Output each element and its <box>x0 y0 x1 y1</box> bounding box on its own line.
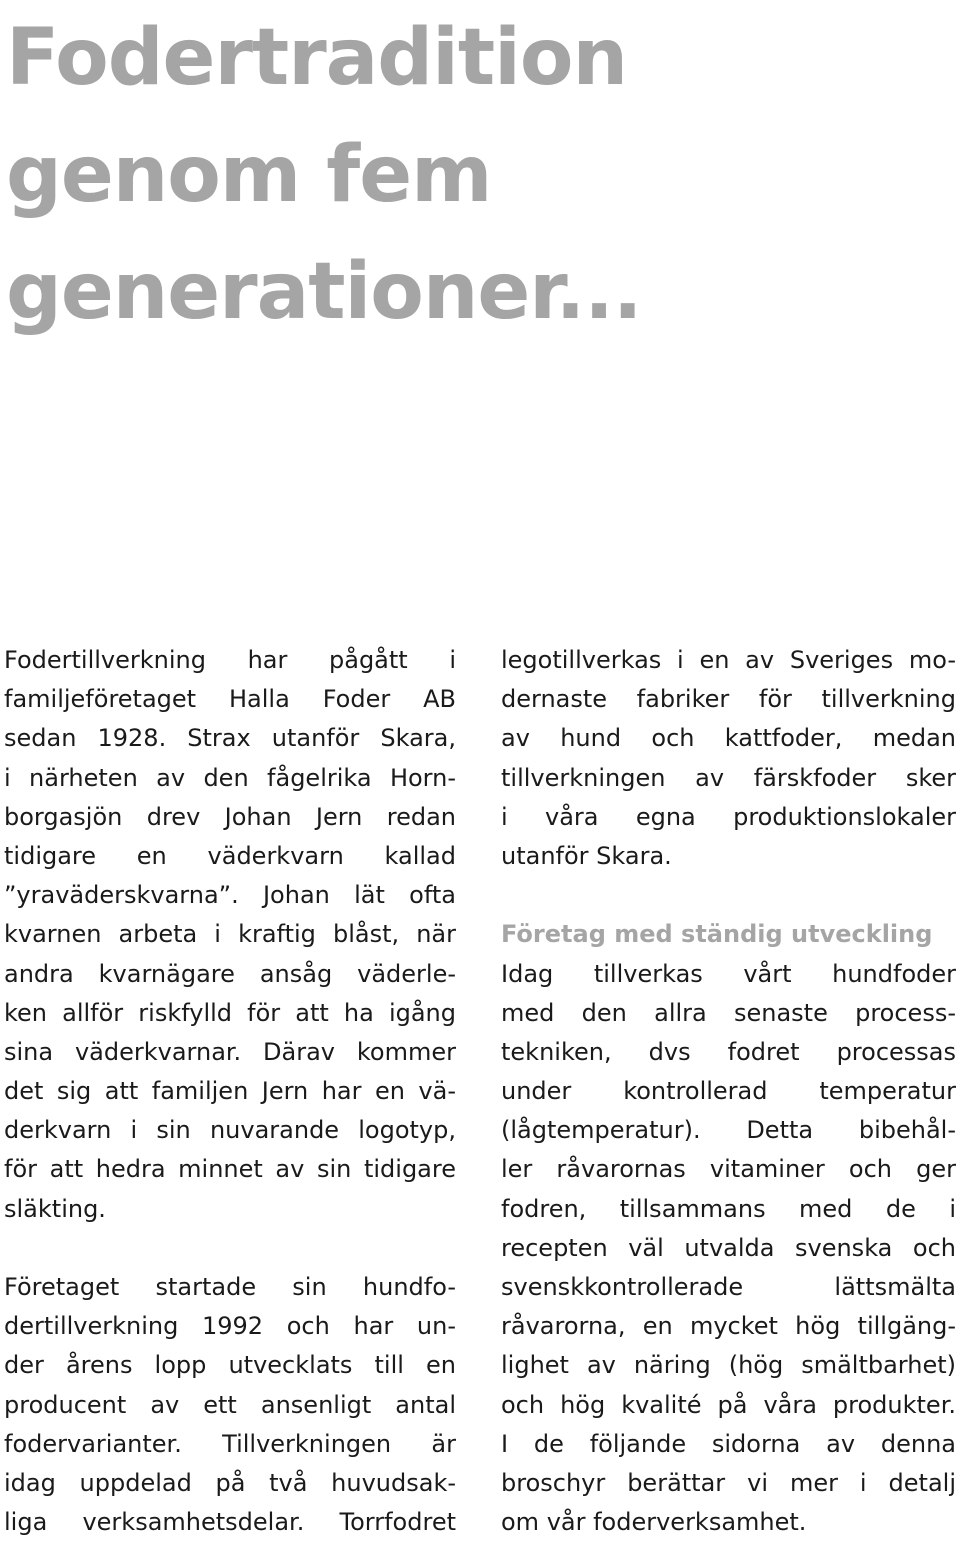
text-line: av hund och kattfoder, medan <box>501 724 956 753</box>
text-line: broschyr berättar vi mer i detalj <box>501 1468 956 1497</box>
title-line: genom fem <box>6 130 492 220</box>
text-line: och hög kvalité på våra produkter. <box>501 1390 956 1419</box>
text-line: tidigare en väderkvarn kallad <box>4 841 456 870</box>
production-paragraph <box>501 641 956 876</box>
paragraph-gap <box>501 876 956 915</box>
title-line: Fodertradition <box>6 13 628 103</box>
section-subheading: Företag med ständig utveckling <box>501 920 933 949</box>
text-line: fodren, tillsammans med de i <box>501 1194 956 1223</box>
text-line: der årens lopp utvecklats till en <box>4 1351 456 1380</box>
text-line: dernaste fabriker för tillverkning <box>501 685 956 714</box>
intro-paragraph <box>4 641 456 1229</box>
text-line: med den allra senaste process- <box>501 998 956 1027</box>
text-line: ken allför riskfylld för att ha igång <box>4 998 456 1027</box>
text-line: släkting. <box>4 1194 106 1223</box>
text-line: fodervarianter. Tillverkningen är <box>4 1429 456 1458</box>
text-line: Fodertillverkning har pågått i <box>4 646 456 674</box>
text-line: utanför Skara. <box>501 841 672 870</box>
title-line: generationer... <box>6 247 642 337</box>
text-line: recepten väl utvalda svenska och <box>501 1233 956 1262</box>
text-line: det sig att familjen Jern har en vä- <box>4 1077 456 1106</box>
text-line: (lågtemperatur). Detta bibehål- <box>501 1116 956 1145</box>
text-line: kvarnen arbeta i kraftig blåst, när <box>4 920 456 949</box>
text-line: familjeföretaget Halla Foder AB <box>4 685 456 714</box>
text-line: idag uppdelad på två huvudsak- <box>4 1468 456 1497</box>
paragraph-gap <box>4 1229 456 1268</box>
text-line: I de följande sidorna av denna <box>501 1429 956 1458</box>
text-line: andra kvarnägare ansåg väderle- <box>4 959 456 988</box>
text-line: Idag tillverkas vårt hundfoder <box>501 959 956 988</box>
right-column <box>501 641 956 1542</box>
text-line: för att hedra minnet av sin tidigare <box>4 1155 456 1184</box>
text-line: dertillverkning 1992 och har un- <box>4 1312 456 1341</box>
text-line: råvarorna, en mycket hög tillgäng- <box>501 1312 956 1341</box>
text-line: sedan 1928. Strax utanför Skara, <box>4 724 456 753</box>
text-line: ler råvarornas vitaminer och ger <box>501 1155 956 1184</box>
text-line: i närheten av den fågelrika Horn- <box>4 763 456 792</box>
text-line: ”yraväderskvarna”. Johan lät ofta <box>4 881 456 910</box>
text-line: legotillverkas i en av Sveriges mo- <box>501 646 956 674</box>
text-line: derkvarn i sin nuvarande logotyp, <box>4 1116 456 1145</box>
text-line: lighet av näring (hög smältbarhet) <box>501 1351 956 1380</box>
text-line: om vår foderverksamhet. <box>501 1508 807 1537</box>
text-line: borgasjön drev Johan Jern redan <box>4 802 456 831</box>
history-paragraph <box>4 1268 456 1542</box>
text-line: Företaget startade sin hundfo- <box>4 1273 456 1301</box>
development-paragraph <box>501 955 956 1543</box>
text-line: producent av ett ansenligt antal <box>4 1390 456 1419</box>
text-line: svenskkontrollerade lättsmälta <box>501 1273 956 1301</box>
text-line: tekniken, dvs fodret processas <box>501 1037 956 1066</box>
text-line: i våra egna produktionslokaler <box>501 802 956 831</box>
text-line: tillverkningen av färskfoder sker <box>501 763 956 792</box>
page-title <box>6 0 642 351</box>
text-line: sina väderkvarnar. Därav kommer <box>4 1037 456 1066</box>
text-line: under kontrollerad temperatur <box>501 1077 956 1106</box>
left-column <box>4 641 456 1542</box>
text-line: liga verksamhetsdelar. Torrfodret <box>4 1508 456 1537</box>
